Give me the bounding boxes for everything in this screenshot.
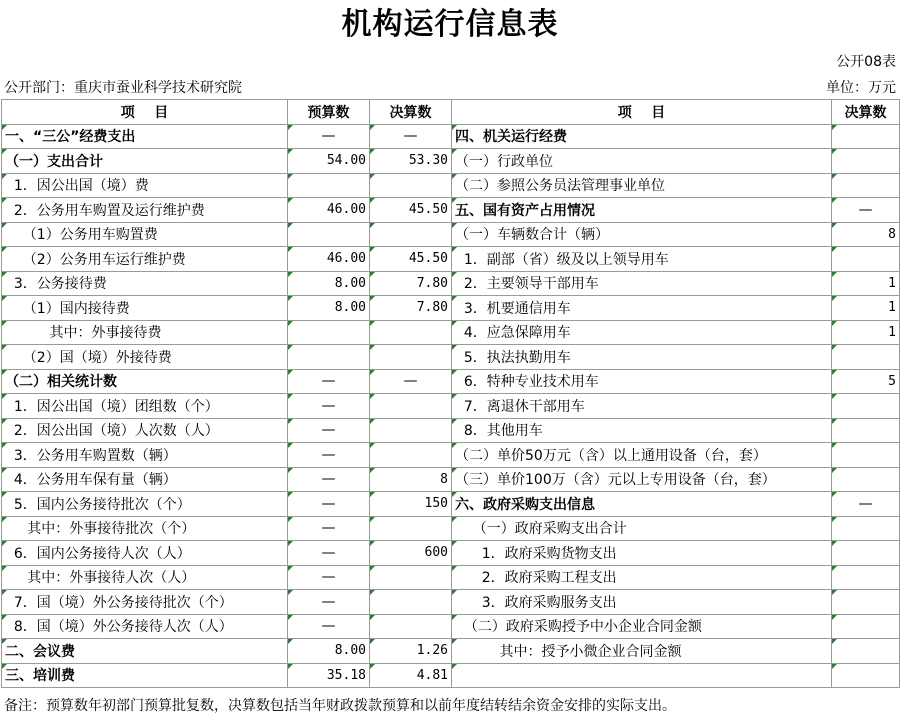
right-final-cell[interactable] <box>832 663 900 688</box>
table-row <box>2 149 900 174</box>
left-item-cell[interactable]: 4．公务用车保有量（辆） <box>2 467 288 492</box>
table-title: 机构运行信息表 <box>341 7 559 42</box>
right-item-cell[interactable]: 5．执法执勤用车 <box>452 345 832 370</box>
right-final-cell[interactable] <box>832 516 900 541</box>
right-item-cell[interactable]: 3．政府采购服务支出 <box>452 590 832 615</box>
left-item-cell[interactable]: （1）公务用车购置费 <box>2 222 288 247</box>
final-cell[interactable] <box>370 516 452 541</box>
right-item-cell[interactable]: 6．特种专业技术用车 <box>452 369 832 394</box>
left-item-cell[interactable]: 其中：外事接待批次（个） <box>2 516 288 541</box>
budget-cell[interactable]: — <box>288 443 370 468</box>
budget-cell[interactable]: — <box>288 394 370 419</box>
table-row <box>2 541 900 566</box>
right-item-cell[interactable]: （二）政府采购授予中小企业合同金额 <box>452 614 832 639</box>
table-row <box>2 345 900 370</box>
final-cell[interactable] <box>370 443 452 468</box>
right-item-cell[interactable]: 4．应急保障用车 <box>452 320 832 345</box>
right-final-cell[interactable] <box>832 639 900 664</box>
left-item-cell[interactable]: 1．因公出国（境）费 <box>2 173 288 198</box>
table-row <box>2 590 900 615</box>
left-item-cell[interactable]: 三、培训费 <box>2 663 288 688</box>
final-cell[interactable] <box>370 345 452 370</box>
final-cell[interactable]: 4.81 <box>370 663 452 688</box>
final-cell[interactable] <box>370 222 452 247</box>
table-row <box>2 394 900 419</box>
left-item-cell[interactable]: （2）国（境）外接待费 <box>2 345 288 370</box>
final-cell[interactable]: 600 <box>370 541 452 566</box>
table-row <box>2 639 900 664</box>
right-final-cell[interactable] <box>832 418 900 443</box>
table-row <box>2 516 900 541</box>
final-cell[interactable] <box>370 394 452 419</box>
budget-cell[interactable] <box>288 320 370 345</box>
right-final-cell[interactable] <box>832 345 900 370</box>
table-row <box>2 296 900 321</box>
budget-cell[interactable]: — <box>288 369 370 394</box>
table-row <box>2 222 900 247</box>
budget-cell[interactable] <box>288 345 370 370</box>
budget-cell[interactable]: — <box>288 516 370 541</box>
right-final-cell[interactable]: 8 <box>832 222 900 247</box>
final-cell[interactable]: 7.80 <box>370 271 452 296</box>
budget-cell[interactable]: — <box>288 614 370 639</box>
right-item-cell[interactable]: 2．主要领导干部用车 <box>452 271 832 296</box>
right-final-cell[interactable]: — <box>832 198 900 223</box>
final-cell[interactable]: 45.50 <box>370 198 452 223</box>
right-item-cell[interactable]: 六、政府采购支出信息 <box>452 492 832 517</box>
final-cell[interactable] <box>370 320 452 345</box>
table-row <box>2 443 900 468</box>
footnote: 备注：预算数年初部门预算批复数，决算数包括当年财政拨款预算和以前年度结转结余资金安排的实际支出。 <box>4 698 676 714</box>
header-left-item: 项 目 <box>2 100 288 125</box>
right-item-cell[interactable]: 8．其他用车 <box>452 418 832 443</box>
left-item-cell[interactable]: 二、会议费 <box>2 639 288 664</box>
table-row <box>2 320 900 345</box>
right-final-cell[interactable] <box>832 443 900 468</box>
info-table <box>1 99 900 688</box>
budget-cell[interactable]: 46.00 <box>288 247 370 272</box>
budget-cell[interactable] <box>288 173 370 198</box>
right-item-cell[interactable]: 五、国有资产占用情况 <box>452 198 832 223</box>
budget-cell[interactable]: 46.00 <box>288 198 370 223</box>
right-final-cell[interactable] <box>832 247 900 272</box>
right-final-cell[interactable]: 1 <box>832 320 900 345</box>
budget-cell[interactable] <box>288 222 370 247</box>
left-item-cell[interactable]: 一、“三公”经费支出 <box>2 124 288 149</box>
final-cell[interactable]: 7.80 <box>370 296 452 321</box>
right-final-cell[interactable] <box>832 614 900 639</box>
left-item-cell[interactable]: 5．国内公务接待批次（个） <box>2 492 288 517</box>
left-item-cell[interactable]: 6．国内公务接待人次（人） <box>2 541 288 566</box>
budget-cell[interactable]: 8.00 <box>288 271 370 296</box>
right-final-cell[interactable]: 1 <box>832 296 900 321</box>
budget-cell[interactable]: — <box>288 492 370 517</box>
right-final-cell[interactable]: 1 <box>832 271 900 296</box>
left-item-cell[interactable]: 7．国（境）外公务接待批次（个） <box>2 590 288 615</box>
right-item-cell[interactable]: （三）单价100万（含）元以上专用设备（台，套） <box>452 467 832 492</box>
budget-cell[interactable]: 8.00 <box>288 296 370 321</box>
right-item-cell[interactable]: （二）单价50万元（含）以上通用设备（台，套） <box>452 443 832 468</box>
table-row <box>2 614 900 639</box>
table-row <box>2 198 900 223</box>
right-item-cell[interactable]: 1．政府采购货物支出 <box>452 541 832 566</box>
header-final: 决算数 <box>370 100 452 125</box>
right-item-cell[interactable]: （二）参照公务员法管理事业单位 <box>452 173 832 198</box>
left-item-cell[interactable]: （1）国内接待费 <box>2 296 288 321</box>
form-number: 公开08表 <box>836 54 896 70</box>
left-item-cell[interactable]: （2）公务用车运行维护费 <box>2 247 288 272</box>
table-row <box>2 565 900 590</box>
table-row <box>2 418 900 443</box>
left-item-cell[interactable]: （二）相关统计数 <box>2 369 288 394</box>
right-final-cell[interactable]: — <box>832 492 900 517</box>
table-row <box>2 467 900 492</box>
header-row <box>2 100 900 125</box>
final-cell[interactable]: — <box>370 369 452 394</box>
left-item-cell[interactable]: 2．因公出国（境）人次数（人） <box>2 418 288 443</box>
budget-cell[interactable]: 8.00 <box>288 639 370 664</box>
final-cell[interactable]: 53.30 <box>370 149 452 174</box>
right-item-cell[interactable]: 3．机要通信用车 <box>452 296 832 321</box>
right-final-cell[interactable]: 5 <box>832 369 900 394</box>
right-item-cell[interactable]: 7．离退休干部用车 <box>452 394 832 419</box>
table-row <box>2 173 900 198</box>
final-cell[interactable]: 1.26 <box>370 639 452 664</box>
right-item-cell[interactable]: 2．政府采购工程支出 <box>452 565 832 590</box>
budget-cell[interactable]: — <box>288 565 370 590</box>
right-final-cell[interactable] <box>832 124 900 149</box>
final-cell[interactable]: — <box>370 124 452 149</box>
final-cell[interactable] <box>370 614 452 639</box>
right-final-cell[interactable] <box>832 173 900 198</box>
right-final-cell[interactable] <box>832 565 900 590</box>
right-final-cell[interactable] <box>832 590 900 615</box>
final-cell[interactable] <box>370 173 452 198</box>
table-row <box>2 492 900 517</box>
right-item-cell[interactable]: （一）车辆数合计（辆） <box>452 222 832 247</box>
left-item-cell[interactable]: 3．公务用车购置数（辆） <box>2 443 288 468</box>
final-cell[interactable] <box>370 418 452 443</box>
header-budget: 预算数 <box>288 100 370 125</box>
budget-cell[interactable]: — <box>288 590 370 615</box>
header-right-final: 决算数 <box>832 100 900 125</box>
budget-cell[interactable]: — <box>288 418 370 443</box>
right-item-cell[interactable]: 1．副部（省）级及以上领导用车 <box>452 247 832 272</box>
left-item-cell[interactable]: （一）支出合计 <box>2 149 288 174</box>
right-item-cell[interactable]: 其中：授予小微企业合同金额 <box>452 639 832 664</box>
table-row <box>2 247 900 272</box>
left-item-cell[interactable]: 2．公务用车购置及运行维护费 <box>2 198 288 223</box>
right-item-cell[interactable]: （一）行政单位 <box>452 149 832 174</box>
final-cell[interactable]: 45.50 <box>370 247 452 272</box>
final-cell[interactable]: 150 <box>370 492 452 517</box>
budget-cell[interactable]: — <box>288 467 370 492</box>
unit-label: 单位：万元 <box>826 80 896 96</box>
budget-cell[interactable]: — <box>288 541 370 566</box>
budget-cell[interactable]: 54.00 <box>288 149 370 174</box>
right-item-cell[interactable]: （一）政府采购支出合计 <box>452 516 832 541</box>
budget-cell[interactable]: — <box>288 124 370 149</box>
left-item-cell[interactable]: 其中：外事接待人次（人） <box>2 565 288 590</box>
right-final-cell[interactable] <box>832 467 900 492</box>
right-final-cell[interactable] <box>832 394 900 419</box>
header-right-item: 项 目 <box>452 100 832 125</box>
right-final-cell[interactable] <box>832 149 900 174</box>
right-item-cell[interactable]: 四、机关运行经费 <box>452 124 832 149</box>
right-final-cell[interactable] <box>832 541 900 566</box>
table-row <box>2 271 900 296</box>
table-row <box>2 663 900 688</box>
left-item-cell[interactable]: 其中：外事接待费 <box>2 320 288 345</box>
table-row <box>2 124 900 149</box>
final-cell[interactable] <box>370 565 452 590</box>
budget-cell[interactable]: 35.18 <box>288 663 370 688</box>
left-item-cell[interactable]: 1．因公出国（境）团组数（个） <box>2 394 288 419</box>
final-cell[interactable]: 8 <box>370 467 452 492</box>
right-item-cell[interactable] <box>452 663 832 688</box>
table-row <box>2 369 900 394</box>
department-label: 公开部门：重庆市蚕业科学技术研究院 <box>4 80 242 96</box>
left-item-cell[interactable]: 8．国（境）外公务接待人次（人） <box>2 614 288 639</box>
left-item-cell[interactable]: 3．公务接待费 <box>2 271 288 296</box>
final-cell[interactable] <box>370 590 452 615</box>
